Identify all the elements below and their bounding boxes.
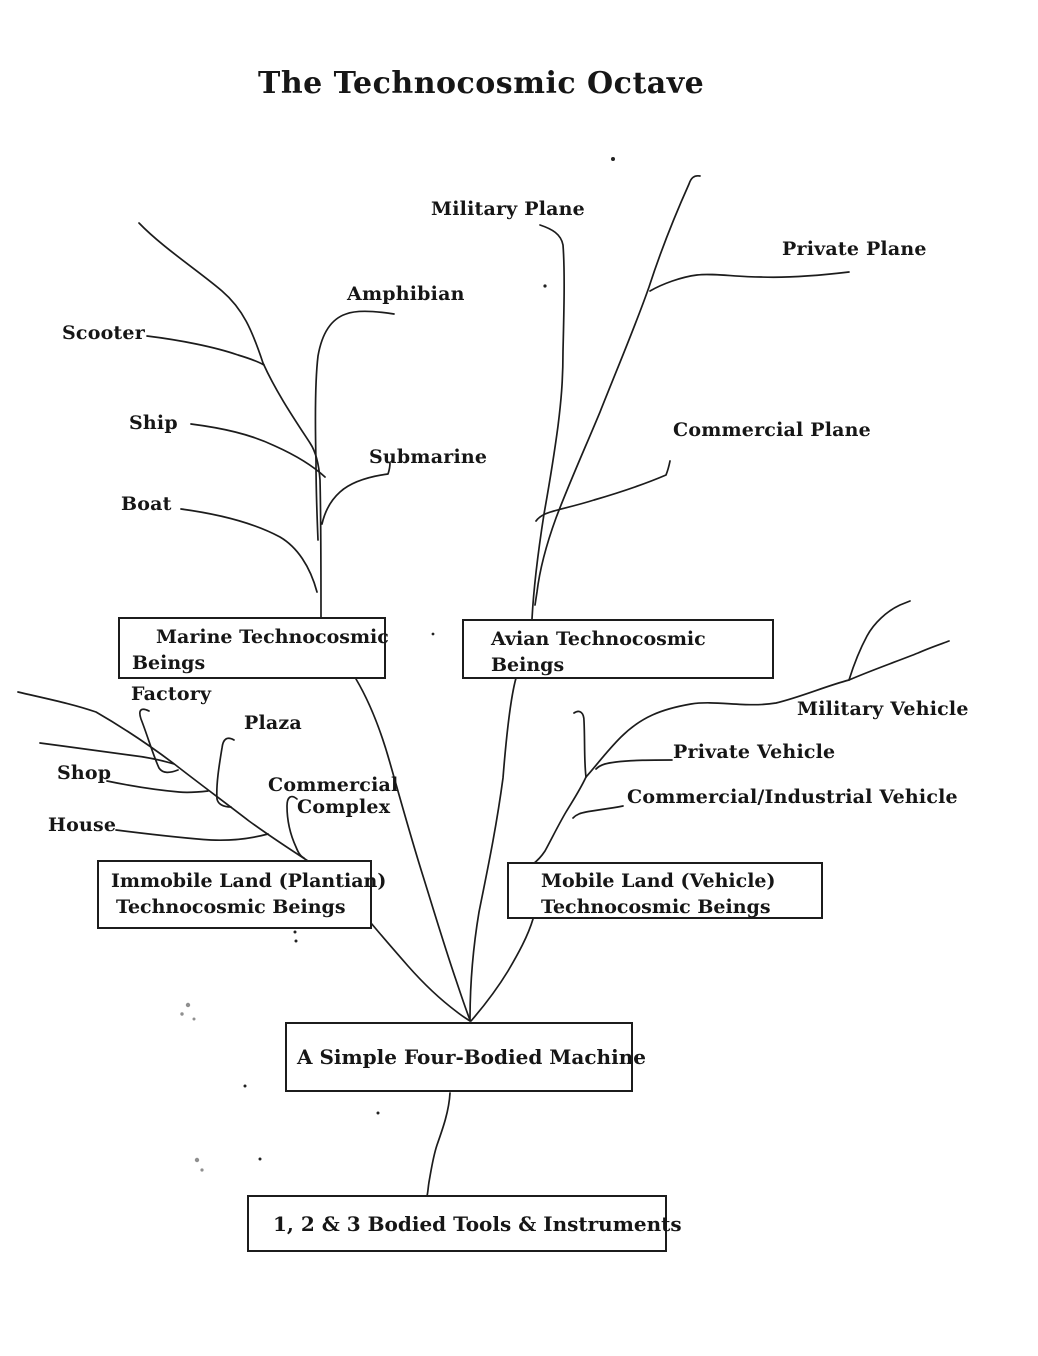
label-ship: Ship: [129, 412, 178, 434]
label-house: House: [48, 814, 117, 836]
label-commercial-complex: [268, 774, 398, 818]
branch-marine-lower: [356, 679, 470, 1020]
node-box-four-bodied-machine-line1: A Simple Four-Bodied Machine: [297, 1045, 646, 1069]
node-box-mobile-land-line1: Mobile Land (Vehicle): [541, 870, 776, 892]
label-scooter: Scooter: [62, 322, 145, 344]
branch-private-plane-connector: [650, 272, 849, 291]
branch-machine-to-tools: [427, 1093, 450, 1196]
label-commercial-industrial-vehicle: Commercial/Industrial Vehicle: [627, 786, 958, 808]
label-military-vehicle: Military Vehicle: [797, 698, 969, 720]
branch-amphibian-line: [315, 311, 394, 540]
branch-military-vehicle-twig-right: [849, 641, 949, 680]
branch-mobile-tip: [574, 711, 586, 777]
branch-scooter-line: [147, 336, 264, 365]
node-box-four-bodied-machine: [285, 1022, 646, 1092]
label-military-plane: Military Plane: [431, 198, 585, 220]
node-box-immobile-land: [97, 860, 387, 929]
label-boat: Boat: [121, 493, 172, 515]
label-submarine: Submarine: [369, 446, 488, 468]
label-private-vehicle: Private Vehicle: [673, 741, 836, 763]
node-box-mobile-land: [507, 862, 823, 919]
label-private-plane: Private Plane: [782, 238, 927, 260]
node-box-marine-line2: Beings: [132, 652, 206, 674]
node-box-avian: [462, 619, 774, 679]
node-box-tools-instruments-line1: 1, 2 & 3 Bodied Tools & Instruments: [273, 1211, 682, 1236]
branch-boat-line: [181, 509, 317, 592]
branch-military-plane-line: [532, 225, 564, 619]
node-box-immobile-land-line2: Technocosmic Beings: [116, 896, 346, 918]
label-factory: Factory: [131, 683, 212, 705]
branch-submarine-line: [322, 463, 390, 524]
node-box-mobile-land-line2: Technocosmic Beings: [541, 896, 771, 918]
branch-immobile-lower: [371, 923, 470, 1021]
branch-mobile-lower: [471, 919, 533, 1021]
label-commercial-plane: Commercial Plane: [673, 419, 871, 441]
branch-private-vehicle-line: [596, 760, 672, 769]
branch-mobile-trunk: [533, 777, 586, 864]
node-box-tools-instruments: [247, 1195, 682, 1252]
branch-house-line: [116, 830, 268, 840]
branch-commercial-plane-line: [536, 461, 670, 521]
node-box-avian-line2: Beings: [491, 654, 565, 676]
node-box-avian-line1: Avian Technocosmic: [491, 628, 706, 650]
label-commercial-complex-line1: Commercial: [268, 774, 399, 796]
node-box-marine-line1: Marine Technocosmic: [156, 626, 389, 648]
branch-shop-line: [107, 781, 208, 792]
label-shop: Shop: [57, 762, 112, 784]
label-amphibian: Amphibian: [347, 283, 465, 305]
branch-ship-line: [191, 424, 325, 477]
label-commercial-complex-line2: Complex: [297, 796, 391, 818]
node-box-marine: [118, 617, 389, 679]
branch-plaza-line: [217, 738, 234, 807]
page-title: The Technocosmic Octave: [258, 66, 705, 101]
label-plaza: Plaza: [244, 712, 302, 734]
branch-private-plane-steep: [535, 176, 700, 605]
node-box-immobile-land-line1: Immobile Land (Plantian): [111, 870, 387, 892]
branch-commercial-industrial-vehicle-line: [573, 806, 623, 818]
